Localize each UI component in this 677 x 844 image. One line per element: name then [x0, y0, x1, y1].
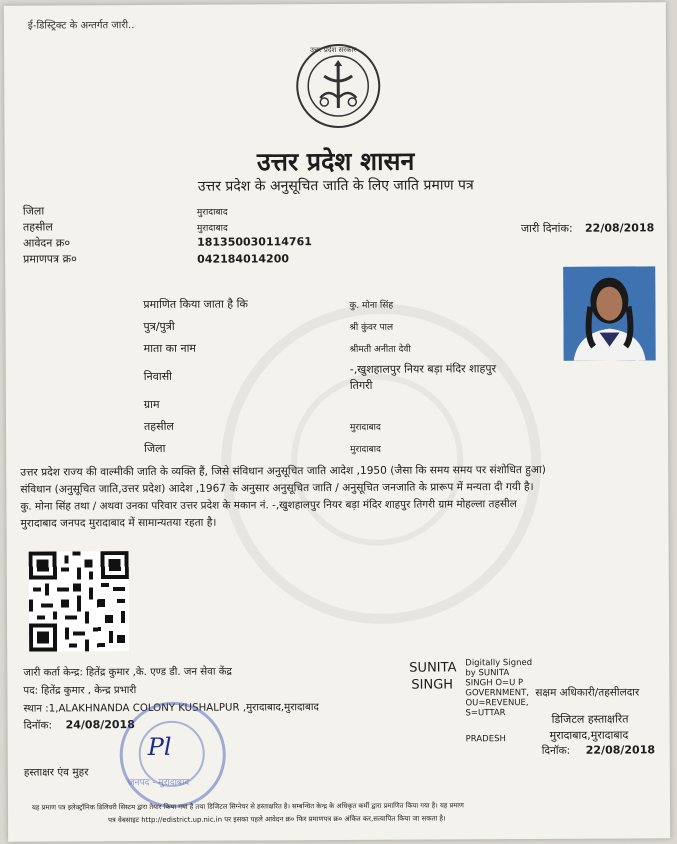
issuer-date-label: दिनॉक: [23, 719, 53, 732]
emblem-text: उत्तर प्रदेश सरकार [310, 45, 357, 55]
detail-tehsil-label: तहसील [143, 419, 174, 434]
official-stamp [119, 702, 226, 809]
applicant-photo [563, 266, 655, 360]
resident-value-1: -,खुशहालपुर नियर बड़ा मंदिर शाहपुर [349, 362, 497, 376]
up-emblem-icon [294, 42, 382, 130]
village-label: ग्राम [143, 397, 160, 412]
issuer-date-value: 24/08/2018 [65, 718, 135, 732]
child-label: पुत्र/पुत्री [143, 319, 175, 334]
footer-line-2: पत्र वेबसाइट http://edistrict.up.nic.in पर इसका पहले आवेदन क्र० फिर प्रमाणपत्र क्र० अंकित कर,सत्यापित किया जा सकता है। [108, 814, 446, 825]
issuer-sign-label: हस्ताक्षर एंव मुहर [23, 766, 89, 779]
issue-date-value: 22/08/2018 [584, 221, 655, 235]
district-value: मुरादाबाद [196, 207, 228, 218]
authority-title: सक्षम अधिकारी/तहसीलदार [535, 686, 640, 699]
resident-value-2: तिगरी [349, 378, 373, 392]
stamp-text: जनपद - मुरादाबाद [127, 777, 190, 789]
authority-sign: डिजिटल हस्ताक्षरित [551, 712, 629, 726]
child-value: श्री कुंवर पाल [349, 322, 394, 333]
body-line-2: संविधान (अनुसूचित जाति,उत्तर प्रदेश) आदेश ,1967 के अनुसार अनुसूचित जाति / अनुसूचित जनजाति के प्रारूप में मन्यता दी गयी है। [20, 480, 534, 496]
detail-tehsil-value: मुरादाबाद [350, 422, 381, 433]
issuer-place: स्थान :1,ALAKHNANDA COLONY KUSHALPUR ,मुरादाबाद,मुरादाबाद [23, 702, 319, 715]
district-label: जिला [22, 204, 45, 218]
tehsil-label: तहसील [22, 220, 53, 234]
certified-label: प्रमाणित किया जाता है कि [143, 297, 248, 312]
tehsil-value: मुरादाबाद [196, 223, 228, 234]
digital-sign-info: Digitally Signed by SUNITA SINGH O=U P GOVERNMENT, OU=REVENUE, S=UTTAR [465, 657, 533, 719]
authority-place: मुरादाबाद,मुरादाबाद [549, 728, 629, 742]
certificate-value: 042184014200 [197, 252, 290, 266]
issue-date-label: जारी दिनांक: [520, 221, 573, 236]
certified-value: कु. मोना सिंह [349, 300, 394, 311]
top-note: ई-डिस्ट्रिक्ट के अन्तर्गत जारी.. [27, 20, 135, 32]
page-subtitle: उत्तर प्रदेश के अनुसूचित जाति के लिए जाति प्रमाण पत्र [197, 177, 474, 195]
application-value: 181350030114761 [197, 235, 312, 249]
certificate-paper [4, 2, 670, 841]
handwritten-signature: Pl [147, 732, 172, 761]
mother-value: श्रीमती अनीता देवी [349, 344, 411, 355]
signer-name-1: SUNITA [409, 660, 457, 676]
page-title: उत्तर प्रदेश शासन [256, 146, 415, 177]
resident-label: निवासी [143, 369, 173, 384]
qr-code [29, 551, 130, 652]
detail-district-label: जिला [144, 441, 166, 456]
authority-date-value: 22/08/2018 [585, 743, 656, 757]
certificate-label: प्रमाणपत्र क्र० [23, 252, 77, 266]
body-line-3: कु. मोना सिंह तथा / अथवा उनका परिवार उत्तर प्रदेश के मकान नं. -,खुशहालपुर नियर बड़ा मंदिर शाहपुर तिगरी ग्राम मोहल्ला तहसील [20, 498, 517, 513]
issuer-center: जारी कर्ता केन्द्र: हितेंद्र कुमार ,के. एण्ड डी. जन सेवा केंद्र [23, 666, 232, 679]
footer-line-1: यह प्रमाण पत्र इलेक्ट्रॉनिक डिलिवरी सिस्टम द्वारा तैयार किया गया है तथा डिजिटल सिग्नेचर से हस्ताक्षरित है। सम्बन्धित केन्द्र के अधिकृत कर्मी द्वारा प्रमाणित किया गया है। यह प्रमाण [31, 801, 464, 812]
mother-label: माता का नाम [143, 341, 197, 356]
body-line-4: मुरादाबाद जनपद मुरादाबाद में सामान्यतया रहता है। [20, 516, 217, 530]
authority-date-label: दिनॉक: [541, 744, 571, 757]
body-line-1: उत्तर प्रदेश राज्य की वाल्मीकी जाति के व्यक्ति हैं, जिसे संविधान अनुसूचित जाति आदेश ,1950 (जैसा कि समय समय पर संशोधित हुआ) [20, 463, 546, 479]
digital-sign-state: PRADESH [465, 734, 506, 745]
signer-name-2: SINGH [411, 677, 454, 693]
issuer-designation: पद: हितेंद्र कुमार , केन्द्र प्रभारी [23, 685, 137, 697]
application-label: आवेदन क्र० [23, 236, 71, 250]
detail-district-value: मुरादाबाद [350, 444, 381, 455]
